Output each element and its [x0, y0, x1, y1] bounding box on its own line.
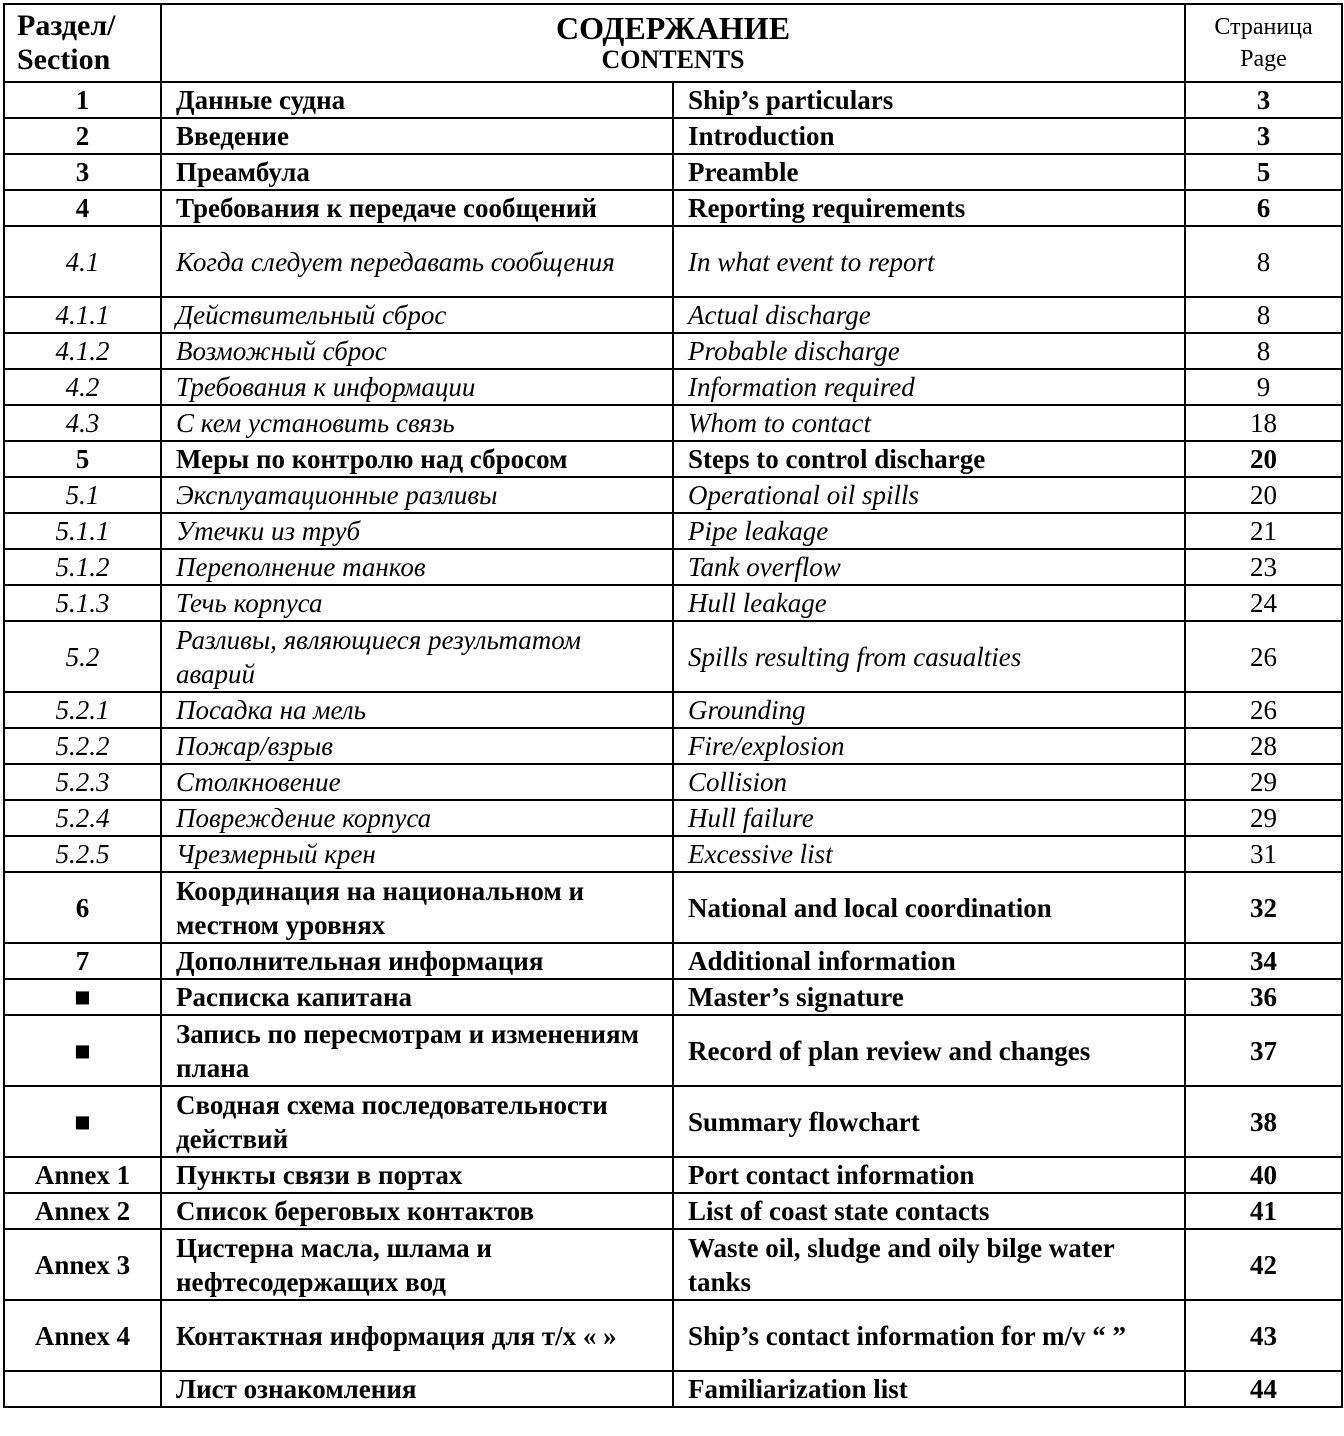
- page-number-cell: 37: [1185, 1015, 1342, 1086]
- page-number-cell: 6: [1185, 190, 1342, 226]
- page-number-cell: 32: [1185, 872, 1342, 943]
- table-row: [4, 621, 1342, 692]
- page-header-ru: Страница: [1214, 14, 1313, 40]
- table-row: [4, 369, 1342, 405]
- title-ru-cell: Пункты связи в портах: [161, 1157, 673, 1193]
- page-number-cell: 38: [1185, 1086, 1342, 1157]
- page-number-cell: 8: [1185, 333, 1342, 369]
- title-en-cell: Information required: [673, 369, 1185, 405]
- table-row: [4, 1300, 1342, 1371]
- table-row: [4, 1157, 1342, 1193]
- section-number-cell: 4.1: [4, 226, 161, 297]
- section-number-cell: ■: [4, 979, 161, 1015]
- page-number-cell: 43: [1185, 1300, 1342, 1371]
- page-number-cell: 20: [1185, 477, 1342, 513]
- title-en-cell: Tank overflow: [673, 549, 1185, 585]
- title-ru-cell: Лист ознакомления: [161, 1371, 673, 1407]
- title-ru-cell: Контактная информация для т/х « »: [161, 1300, 673, 1371]
- table-row: [4, 872, 1342, 943]
- title-en-cell: Hull leakage: [673, 585, 1185, 621]
- page-number-cell: 29: [1185, 764, 1342, 800]
- title-en-cell: Hull failure: [673, 800, 1185, 836]
- contents-header-row: [4, 4, 1342, 82]
- page-number-cell: 5: [1185, 154, 1342, 190]
- section-number-cell: 4: [4, 190, 161, 226]
- section-number-cell: ■: [4, 1015, 161, 1086]
- title-en-cell: National and local coordination: [673, 872, 1185, 943]
- page-number-cell: 24: [1185, 585, 1342, 621]
- table-row: [4, 297, 1342, 333]
- title-en-cell: Introduction: [673, 118, 1185, 154]
- title-ru-cell: Действительный сброс: [161, 297, 673, 333]
- table-row: [4, 836, 1342, 872]
- contents-title-cell: [161, 4, 1185, 82]
- title-ru-cell: Дополнительная информация: [161, 943, 673, 979]
- title-en-cell: Summary flowchart: [673, 1086, 1185, 1157]
- page-number-cell: 3: [1185, 118, 1342, 154]
- page-number-cell: 9: [1185, 369, 1342, 405]
- section-number-cell: 5.2.5: [4, 836, 161, 872]
- title-en-cell: Reporting requirements: [673, 190, 1185, 226]
- title-ru-cell: Повреждение корпуса: [161, 800, 673, 836]
- page-column-header: [1185, 4, 1342, 82]
- section-number-cell: 4.1.2: [4, 333, 161, 369]
- section-number-cell: 5.2.1: [4, 692, 161, 728]
- section-number-cell: Annex 1: [4, 1157, 161, 1193]
- page-number-cell: 18: [1185, 405, 1342, 441]
- page-number-cell: 29: [1185, 800, 1342, 836]
- title-en-cell: Spills resulting from casualties: [673, 621, 1185, 692]
- title-ru-cell: Течь корпуса: [161, 585, 673, 621]
- table-row: [4, 441, 1342, 477]
- title-ru-cell: Возможный сброс: [161, 333, 673, 369]
- title-ru-cell: Требования к передаче сообщений: [161, 190, 673, 226]
- table-row: [4, 692, 1342, 728]
- page-number-cell: 28: [1185, 728, 1342, 764]
- title-en-cell: List of coast state contacts: [673, 1193, 1185, 1229]
- section-number-cell: 5.1.2: [4, 549, 161, 585]
- title-en-cell: Port contact information: [673, 1157, 1185, 1193]
- table-row: [4, 764, 1342, 800]
- section-number-cell: 5.2.4: [4, 800, 161, 836]
- title-ru-cell: Координация на национальном и местном уровнях: [161, 872, 673, 943]
- title-en-cell: Ship’s particulars: [673, 82, 1185, 118]
- table-row: [4, 728, 1342, 764]
- table-row: [4, 1193, 1342, 1229]
- page-number-cell: 8: [1185, 226, 1342, 297]
- title-en-cell: Record of plan review and changes: [673, 1015, 1185, 1086]
- table-row: [4, 190, 1342, 226]
- table-row: [4, 549, 1342, 585]
- title-en-cell: Additional information: [673, 943, 1185, 979]
- section-number-cell: Annex 3: [4, 1229, 161, 1300]
- title-ru-cell: Список береговых контактов: [161, 1193, 673, 1229]
- title-en-cell: Actual discharge: [673, 297, 1185, 333]
- page-number-cell: 40: [1185, 1157, 1342, 1193]
- page-number-cell: 31: [1185, 836, 1342, 872]
- title-en-cell: Steps to control discharge: [673, 441, 1185, 477]
- page-number-cell: 23: [1185, 549, 1342, 585]
- section-number-cell: 5.2.3: [4, 764, 161, 800]
- title-en-cell: Probable discharge: [673, 333, 1185, 369]
- title-ru-cell: Пожар/взрыв: [161, 728, 673, 764]
- section-number-cell: 5.1.1: [4, 513, 161, 549]
- section-number-cell: Annex 2: [4, 1193, 161, 1229]
- contents-title-en: CONTENTS: [601, 45, 745, 74]
- section-number-cell: 5.1.3: [4, 585, 161, 621]
- contents-table-body: [4, 4, 1342, 1407]
- table-row: [4, 405, 1342, 441]
- page-number-cell: 20: [1185, 441, 1342, 477]
- title-en-cell: Preamble: [673, 154, 1185, 190]
- title-en-cell: Ship’s contact information for m/v “ ”: [673, 1300, 1185, 1371]
- title-ru-cell: Посадка на мель: [161, 692, 673, 728]
- title-en-cell: Grounding: [673, 692, 1185, 728]
- title-ru-cell: Утечки из труб: [161, 513, 673, 549]
- title-ru-cell: Требования к информации: [161, 369, 673, 405]
- page-number-cell: 34: [1185, 943, 1342, 979]
- section-number-cell: 5: [4, 441, 161, 477]
- table-row: [4, 585, 1342, 621]
- table-row: [4, 333, 1342, 369]
- contents-title-ru: СОДЕРЖАНИЕ: [555, 10, 791, 46]
- title-ru-cell: С кем установить связь: [161, 405, 673, 441]
- title-ru-cell: Запись по пересмотрам и изменениям плана: [161, 1015, 673, 1086]
- section-number-cell: 5.2.2: [4, 728, 161, 764]
- section-number-cell: Annex 4: [4, 1300, 161, 1371]
- section-column-header: [4, 4, 161, 82]
- section-number-cell: 5.1: [4, 477, 161, 513]
- title-ru-cell: Столкновение: [161, 764, 673, 800]
- page-number-cell: 3: [1185, 82, 1342, 118]
- title-ru-cell: Меры по контролю над сбросом: [161, 441, 673, 477]
- title-ru-cell: Разливы, являющиеся результатом аварий: [161, 621, 673, 692]
- table-row: [4, 1086, 1342, 1157]
- table-row: [4, 118, 1342, 154]
- title-ru-cell: Чрезмерный крен: [161, 836, 673, 872]
- table-row: [4, 154, 1342, 190]
- title-en-cell: Master’s signature: [673, 979, 1185, 1015]
- table-row: [4, 1015, 1342, 1086]
- title-ru-cell: Введение: [161, 118, 673, 154]
- title-ru-cell: Преамбула: [161, 154, 673, 190]
- table-row: [4, 1229, 1342, 1300]
- section-number-cell: 5.2: [4, 621, 161, 692]
- page-header-en: Page: [1240, 46, 1287, 72]
- table-row: [4, 82, 1342, 118]
- title-en-cell: Waste oil, sludge and oily bilge water tanks: [673, 1229, 1185, 1300]
- title-en-cell: In what event to report: [673, 226, 1185, 297]
- page-number-cell: 42: [1185, 1229, 1342, 1300]
- title-en-cell: Excessive list: [673, 836, 1185, 872]
- section-number-cell: 4.2: [4, 369, 161, 405]
- title-ru-cell: Данные судна: [161, 82, 673, 118]
- section-number-cell: 3: [4, 154, 161, 190]
- table-row: [4, 979, 1342, 1015]
- contents-table: [3, 3, 1343, 1408]
- section-header-en: Section: [17, 43, 111, 76]
- section-number-cell: ■: [4, 1086, 161, 1157]
- title-en-cell: Pipe leakage: [673, 513, 1185, 549]
- title-ru-cell: Цистерна масла, шлама и нефтесодержащих вод: [161, 1229, 673, 1300]
- table-row: [4, 477, 1342, 513]
- page-number-cell: 41: [1185, 1193, 1342, 1229]
- title-ru-cell: Сводная схема последовательности действий: [161, 1086, 673, 1157]
- page-number-cell: 21: [1185, 513, 1342, 549]
- table-row: [4, 513, 1342, 549]
- section-number-cell: 6: [4, 872, 161, 943]
- title-ru-cell: Эксплуатационные разливы: [161, 477, 673, 513]
- title-ru-cell: Когда следует передавать сообщения: [161, 226, 673, 297]
- page-number-cell: 36: [1185, 979, 1342, 1015]
- section-number-cell: 4.3: [4, 405, 161, 441]
- section-number-cell: [4, 1371, 161, 1407]
- title-en-cell: Operational oil spills: [673, 477, 1185, 513]
- title-en-cell: Collision: [673, 764, 1185, 800]
- table-row: [4, 1371, 1342, 1407]
- section-number-cell: 4.1.1: [4, 297, 161, 333]
- section-number-cell: 7: [4, 943, 161, 979]
- table-row: [4, 226, 1342, 297]
- section-number-cell: 2: [4, 118, 161, 154]
- page-number-cell: 8: [1185, 297, 1342, 333]
- title-en-cell: Familiarization list: [673, 1371, 1185, 1407]
- title-en-cell: Fire/explosion: [673, 728, 1185, 764]
- section-number-cell: 1: [4, 82, 161, 118]
- table-row: [4, 800, 1342, 836]
- section-header-ru: Раздел/: [17, 9, 116, 42]
- table-row: [4, 943, 1342, 979]
- title-en-cell: Whom to contact: [673, 405, 1185, 441]
- page-number-cell: 26: [1185, 692, 1342, 728]
- page-number-cell: 26: [1185, 621, 1342, 692]
- title-ru-cell: Переполнение танков: [161, 549, 673, 585]
- title-ru-cell: Расписка капитана: [161, 979, 673, 1015]
- page-number-cell: 44: [1185, 1371, 1342, 1407]
